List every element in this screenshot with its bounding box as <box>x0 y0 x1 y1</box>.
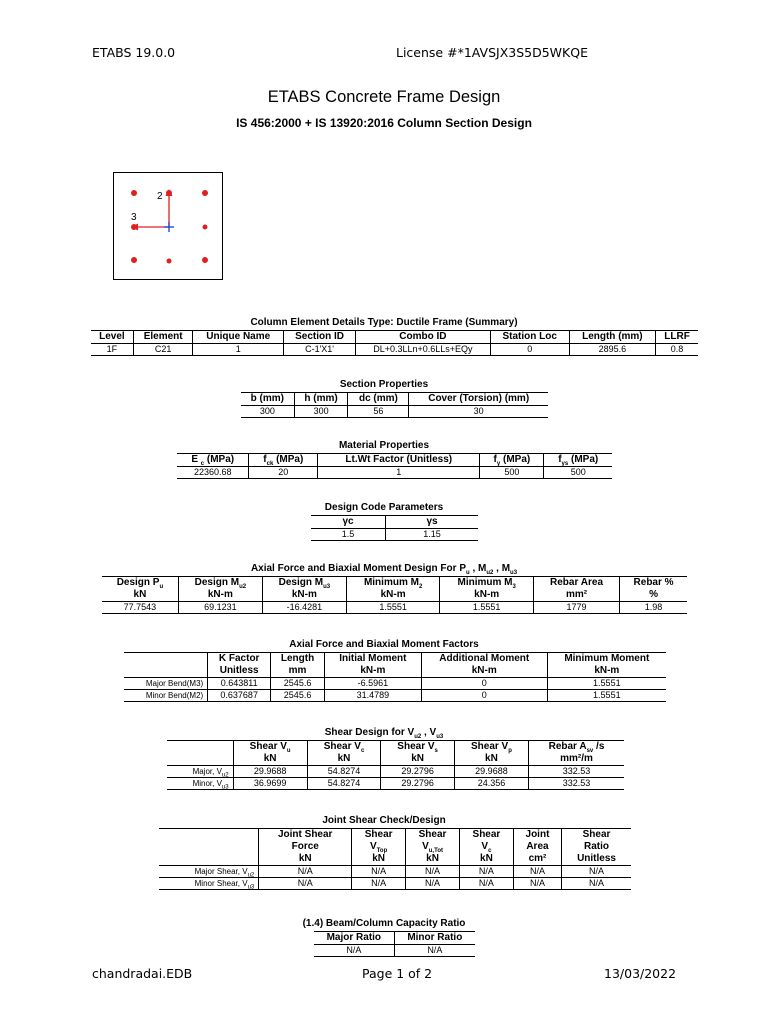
axis-2-label: 2 <box>157 191 163 202</box>
table-cell: 1.98 <box>620 602 687 614</box>
table-cell: Minor Shear, $V_{u3}$ <box>159 878 259 890</box>
col-header: Minimum $M_3$ kN-m <box>440 577 534 602</box>
table-cell: C21 <box>133 344 193 356</box>
col-header: Design $M_{u2}$ kN-m <box>178 577 262 602</box>
table-cell: 2895.6 <box>569 344 655 356</box>
axis-3-label: 3 <box>131 212 137 223</box>
col-header: Lt.Wt Factor (Unitless) <box>318 454 480 467</box>
col-header: Shear $V_p$ kN <box>454 741 528 766</box>
axial-design-caption: Axial Force and Biaxial Moment Design For $P_u$ , $M_{u2}$ , $M_{u3}$ <box>250 563 518 576</box>
table-row <box>241 406 548 418</box>
table-row <box>124 678 666 690</box>
table-cell: 500 <box>544 467 612 479</box>
table-cell: 77.7543 <box>102 602 178 614</box>
element-details-caption: Column Element Details Type: Ductile Frame (Summary) <box>250 317 518 328</box>
col-header: Rebar % % <box>620 577 687 602</box>
col-header: dc (mm) <box>348 393 409 406</box>
rebar-dot <box>167 259 172 264</box>
table-cell: 0.637687 <box>208 690 271 702</box>
col-header: Shear $V_c$ kN <box>307 741 381 766</box>
table-cell: 56 <box>348 406 409 418</box>
col-header: γc <box>311 516 386 529</box>
col-header: Level <box>91 331 133 344</box>
col-header: Minimum $M_2$ kN-m <box>346 577 440 602</box>
col-header: Rebar Area mm² <box>533 577 619 602</box>
table-cell: -16.4281 <box>262 602 346 614</box>
table-cell: 54.8274 <box>307 778 381 790</box>
table-cell: 0.8 <box>656 344 698 356</box>
col-header: $f_{ys}$ (MPa) <box>544 454 612 467</box>
license-number: License #*1AVSJX3S5D5WKQE <box>396 45 588 60</box>
section-properties-caption: Section Properties <box>339 379 429 390</box>
table-cell: -6.5961 <box>324 678 421 690</box>
shear-design-caption: Shear Design for $V_{u2}$ , $V_{u3}$ <box>324 727 444 740</box>
col-header: E $_c$ (MPa) <box>177 454 249 467</box>
table-cell: 1.5551 <box>440 602 534 614</box>
table-cell: N/A <box>352 878 406 890</box>
col-header: Shear $V_c$ kN <box>459 829 513 866</box>
table-row <box>102 602 687 614</box>
table-cell: 24.356 <box>454 778 528 790</box>
col-header: K Factor Unitless <box>208 653 271 678</box>
table-cell: N/A <box>259 866 352 878</box>
table-cell: N/A <box>513 866 561 878</box>
col-header: Section ID <box>284 331 356 344</box>
rebar-dot <box>202 257 208 263</box>
section-properties-table <box>241 392 548 418</box>
table-cell: 1F <box>91 344 133 356</box>
table-cell: Minor, $V_{u3}$ <box>167 778 233 790</box>
table-cell: 29.9688 <box>233 766 307 778</box>
table-cell: N/A <box>394 945 475 957</box>
table-cell: N/A <box>513 878 561 890</box>
table-cell: Major Shear, $V_{u2}$ <box>159 866 259 878</box>
col-header: Joint Area cm² <box>513 829 561 866</box>
col-header: Element <box>133 331 193 344</box>
col-header: $f_y$ (MPa) <box>480 454 544 467</box>
table-cell: 0.643811 <box>208 678 271 690</box>
table-cell: N/A <box>352 866 406 878</box>
col-header: $f_{ck}$ (MPa) <box>249 454 318 467</box>
material-properties-caption: Material Properties <box>338 440 430 451</box>
table-cell: Minor Bend(M2) <box>124 690 208 702</box>
col-header: Shear $V_{Top}$ kN <box>352 829 406 866</box>
col-header: Length mm <box>271 653 325 678</box>
table-cell: 30 <box>409 406 548 418</box>
col-header: Rebar $A_{sv}$ /s mm²/m <box>529 741 625 766</box>
table-cell: 1 <box>193 344 284 356</box>
table-cell: 1.5551 <box>547 690 666 702</box>
col-header: Major Ratio <box>314 932 394 945</box>
table-row <box>124 690 666 702</box>
table-cell: 29.9688 <box>454 766 528 778</box>
table-cell: 36.9699 <box>233 778 307 790</box>
col-header: h (mm) <box>294 393 348 406</box>
joint-shear-table <box>159 828 631 890</box>
col-header: Combo ID <box>356 331 491 344</box>
col-header: Shear $V_s$ kN <box>381 741 455 766</box>
material-properties-table <box>177 453 612 479</box>
report-title: ETABS Concrete Frame Design <box>267 88 501 106</box>
table-cell: 69.1231 <box>178 602 262 614</box>
table-cell: N/A <box>459 878 513 890</box>
table-cell: 1.15 <box>386 529 478 541</box>
table-row <box>91 344 698 356</box>
col-header <box>159 829 259 866</box>
table-cell: 1.5551 <box>547 678 666 690</box>
table-cell: 2545.6 <box>271 690 325 702</box>
table-cell: 31.4789 <box>324 690 421 702</box>
col-header: Shear Ratio Unitless <box>562 829 631 866</box>
table-cell: 1.5 <box>311 529 386 541</box>
table-cell: 0 <box>421 678 547 690</box>
page-number: Page 1 of 2 <box>362 966 433 981</box>
table-cell: 500 <box>480 467 544 479</box>
col-header: Unique Name <box>193 331 284 344</box>
rebar-dot <box>131 190 137 196</box>
col-header: Cover (Torsion) (mm) <box>409 393 548 406</box>
table-cell: 54.8274 <box>307 766 381 778</box>
moment-factors-caption: Axial Force and Biaxial Moment Factors <box>289 639 479 650</box>
table-cell: N/A <box>562 878 631 890</box>
rebar-dot <box>203 225 208 230</box>
table-cell: 1779 <box>533 602 619 614</box>
joint-shear-caption: Joint Shear Check/Design <box>322 815 446 826</box>
rebar-dot <box>202 190 208 196</box>
file-name: chandradai.EDB <box>92 966 193 981</box>
table-cell: N/A <box>314 945 394 957</box>
capacity-ratio-caption: (1.4) Beam/Column Capacity Ratio <box>302 918 466 929</box>
table-row <box>159 866 631 878</box>
table-cell: 0 <box>421 690 547 702</box>
report-date: 13/03/2022 <box>604 966 677 981</box>
col-header: Additional Moment kN-m <box>421 653 547 678</box>
table-cell: N/A <box>562 866 631 878</box>
shear-design-table <box>167 740 624 790</box>
col-header: γs <box>386 516 478 529</box>
axial-design-table <box>102 576 687 614</box>
design-code-table <box>311 515 478 541</box>
table-cell: 29.2796 <box>381 766 455 778</box>
col-header: Design $M_{u3}$ kN-m <box>262 577 346 602</box>
table-cell: C-1'X1' <box>284 344 356 356</box>
col-header: Joint Shear Force kN <box>259 829 352 866</box>
element-details-table <box>91 330 698 356</box>
table-cell: N/A <box>259 878 352 890</box>
col-header: Shear $V_{u,Tot}$ kN <box>406 829 460 866</box>
table-cell: DL+0.3LLn+0.6LLs+EQy <box>356 344 491 356</box>
col-header: Length (mm) <box>569 331 655 344</box>
capacity-ratio-table <box>314 931 475 957</box>
table-cell: 332.53 <box>529 778 625 790</box>
report-subtitle: IS 456:2000 + IS 13920:2016 Column Section Design <box>236 116 532 130</box>
col-header <box>167 741 233 766</box>
column-section-diagram <box>113 172 223 280</box>
col-header: Station Loc <box>490 331 569 344</box>
table-cell: 1 <box>318 467 480 479</box>
table-cell: 300 <box>294 406 348 418</box>
table-cell: Major Bend(M3) <box>124 678 208 690</box>
table-cell: 29.2796 <box>381 778 455 790</box>
table-cell: N/A <box>406 878 460 890</box>
table-cell: N/A <box>406 866 460 878</box>
app-version: ETABS 19.0.0 <box>92 45 176 60</box>
table-row <box>167 766 624 778</box>
table-cell: N/A <box>459 866 513 878</box>
table-cell: 1.5551 <box>346 602 440 614</box>
table-row <box>311 529 478 541</box>
col-header: LLRF <box>656 331 698 344</box>
table-row <box>177 467 612 479</box>
table-cell: 0 <box>490 344 569 356</box>
table-cell: 332.53 <box>529 766 625 778</box>
col-header: Design $P_u$ kN <box>102 577 178 602</box>
table-cell: 22360.68 <box>177 467 249 479</box>
col-header <box>124 653 208 678</box>
moment-factors-table <box>124 652 666 702</box>
table-cell: Major, $V_{u2}$ <box>167 766 233 778</box>
col-header: Initial Moment kN-m <box>324 653 421 678</box>
table-cell: 300 <box>241 406 294 418</box>
table-cell: 20 <box>249 467 318 479</box>
table-row <box>159 878 631 890</box>
table-row <box>167 778 624 790</box>
col-header: Minor Ratio <box>394 932 475 945</box>
design-code-caption: Design Code Parameters <box>324 502 444 513</box>
table-row <box>314 945 475 957</box>
col-header: Shear $V_u$ kN <box>233 741 307 766</box>
table-cell: 2545.6 <box>271 678 325 690</box>
col-header: Minimum Moment kN-m <box>547 653 666 678</box>
col-header: b (mm) <box>241 393 294 406</box>
rebar-dot <box>131 257 137 263</box>
